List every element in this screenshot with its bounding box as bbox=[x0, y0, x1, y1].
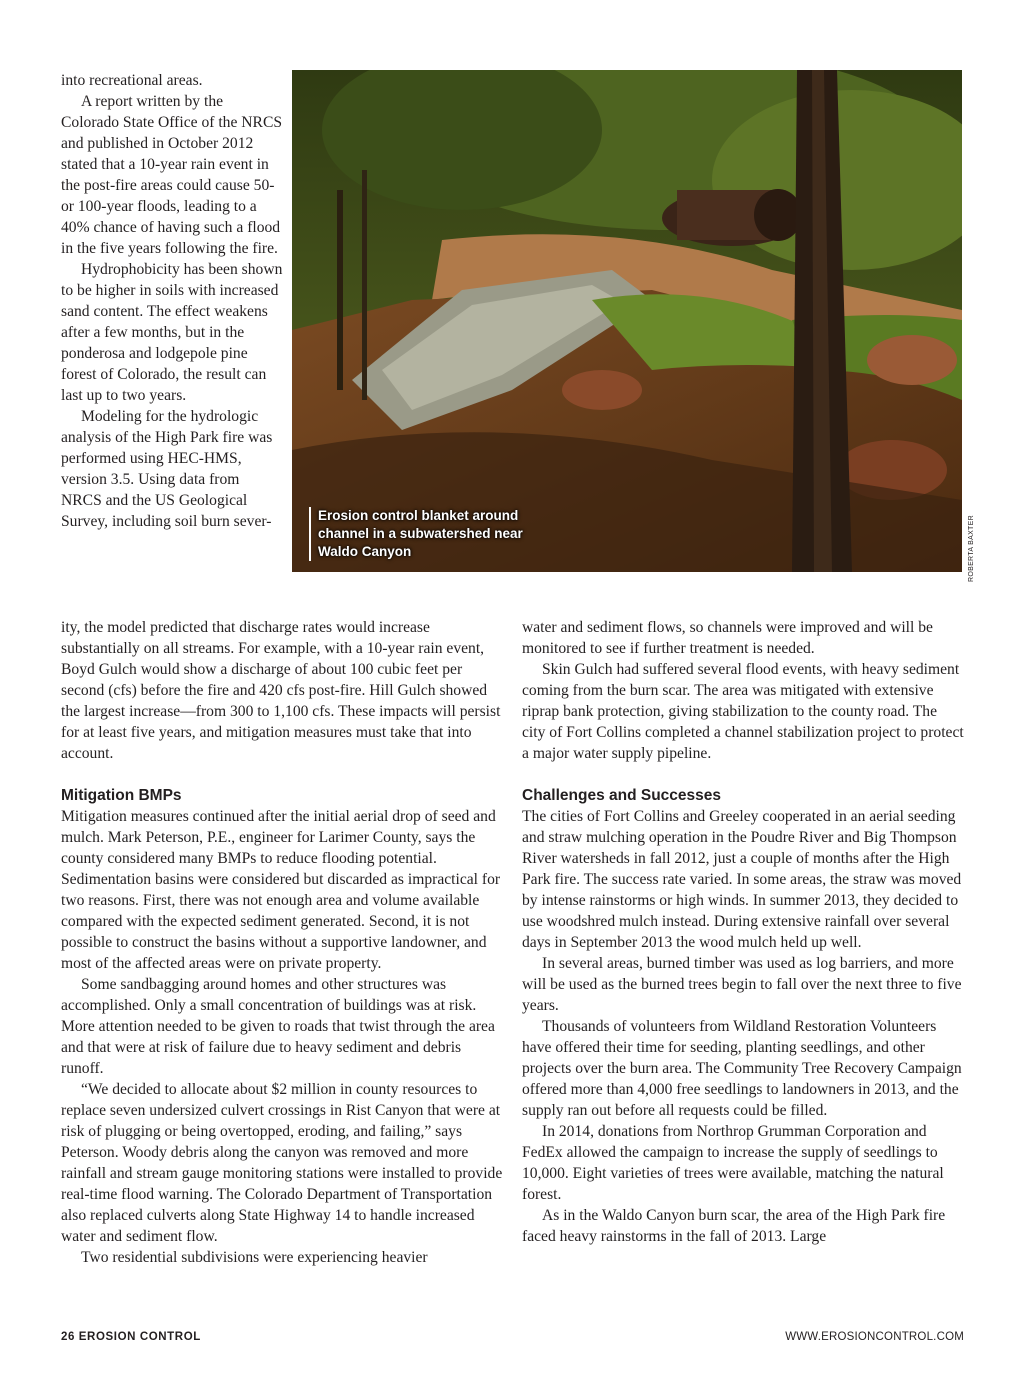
paragraph: Skin Gulch had suffered several flood events, with heavy sediment coming from the burn scar. The area was mitigated with extensive riprap bank protection, giving stabilization to the county road. The city of Fort Collins completed a channel stabilization project to protect a major water supply pipeline. bbox=[522, 661, 964, 762]
paragraph: Modeling for the hydrologic analysis of the High Park fire was performed using HEC-HMS, version 3.5. Using data from NRCS and the US Geological Survey, including soil burn sever- bbox=[61, 408, 273, 530]
paragraph: The cities of Fort Collins and Greeley cooperated in an aerial seeding and straw mulching operation in the Poudre River and Big Thompson River watersheds in fall 2012, just a couple of months after the High Park fire. The success rate varied. In some areas, the straw was moved by intense rainstorms or high winds. In summer 2013, they decided to use woodshred mulch instead. During extensive rainfall over several days in September 2013 the wood mulch held up well. bbox=[522, 808, 962, 951]
paragraph: Some sandbagging around homes and other structures was accomplished. Only a small concentration of buildings was at risk. More attention needed to be given to roads that twist through the area and that were at risk of failure due to heavy sediment and debris runoff. bbox=[61, 976, 495, 1077]
photo-credit: ROBERTA BAXTER bbox=[968, 515, 975, 582]
paragraph: water and sediment flows, so channels were improved and will be monitored to see if further treatment is needed. bbox=[522, 619, 933, 657]
section-heading: Mitigation BMPs bbox=[61, 787, 182, 804]
paragraph: ity, the model predicted that discharge rates would increase substantially on all streams. For example, with a 10-year rain event, Boyd Gulch would show a discharge of about 100 cubic feet per second (cfs) before the fire and 420 cfs post-fire. Hill Gulch showed the largest increase—from 300 to 1,100 cfs. These impacts will persist for at least five years, and mitigation measures must take that into account. bbox=[61, 619, 501, 762]
paragraph: In 2014, donations from Northrop Grumman Corporation and FedEx allowed the campaign to increase the supply of seedlings to 10,000. Eight varieties of trees were available, matching the natural forest. bbox=[522, 1123, 944, 1203]
right-column bbox=[522, 617, 964, 1247]
paragraph: Two residential subdivisions were experiencing heavier bbox=[81, 1249, 428, 1266]
paragraph: into recreational areas. bbox=[61, 72, 203, 89]
paragraph: In several areas, burned timber was used as log barriers, and more will be used as the burned trees begin to fall over the next three to five years. bbox=[522, 955, 962, 1014]
canyon-photo-illustration bbox=[292, 70, 962, 572]
paragraph: Thousands of volunteers from Wildland Restoration Volunteers have offered their time for seeding, planting seedlings, and other projects over the burn area. The Community Tree Recovery Campaign offered more than 4,000 free seedlings to landowners in 2013, and the supply ran out before all requests could be filled. bbox=[522, 1018, 962, 1119]
paragraph: Mitigation measures continued after the initial aerial drop of seed and mulch. Mark Peterson, P.E., engineer for Larimer County, says the county considered many BMPs to reduce flooding potential. Sedimentation basins were considered but discarded as impractical for two reasons. First, there was not enough area and volume available compared with the expected sediment generated. Second, it is not possible to construct the basins without a supportive landowner, and most of the affected areas were on private property. bbox=[61, 808, 501, 972]
left-column-top bbox=[61, 70, 283, 532]
paragraph: “We decided to allocate about $2 million in county resources to replace seven undersized culvert crossings in Rist Canyon that were at risk of plugging or being overtopped, eroding, and failing,” says Peterson. Woody debris along the canyon was removed and more rainfall and stream gauge monitoring stations were installed to provide real-time flood warning. The Colorado Department of Transportation also replaced culverts along State Highway 14 to handle increased water and sediment flow. bbox=[61, 1081, 503, 1245]
photo-caption: Erosion control blanket around channel in a subwatershed near Waldo Canyon bbox=[309, 507, 558, 561]
paragraph: As in the Waldo Canyon burn scar, the area of the High Park fire faced heavy rainstorms in the fall of 2013. Large bbox=[522, 1207, 946, 1245]
section-heading: Challenges and Successes bbox=[522, 787, 722, 804]
left-column-bottom bbox=[61, 617, 504, 1268]
website-link[interactable]: WWW.EROSIONCONTROL.COM bbox=[785, 1331, 964, 1343]
page-footer-label: 26 EROSION CONTROL bbox=[61, 1331, 201, 1343]
photo bbox=[292, 70, 962, 572]
paragraph: A report written by the Colorado State Office of the NRCS and published in October 2012 stated that a 10-year rain event in the post-fire areas could cause 50- or 100-year floods, leading to a 40% chance of having such a flood in the five years following the fire. bbox=[61, 93, 283, 257]
paragraph: Hydrophobicity has been shown to be higher in soils with increased sand content. The effect weakens after a few months, but in the ponderosa and lodgepole pine forest of Colorado, the result can last up to two years. bbox=[61, 261, 283, 404]
